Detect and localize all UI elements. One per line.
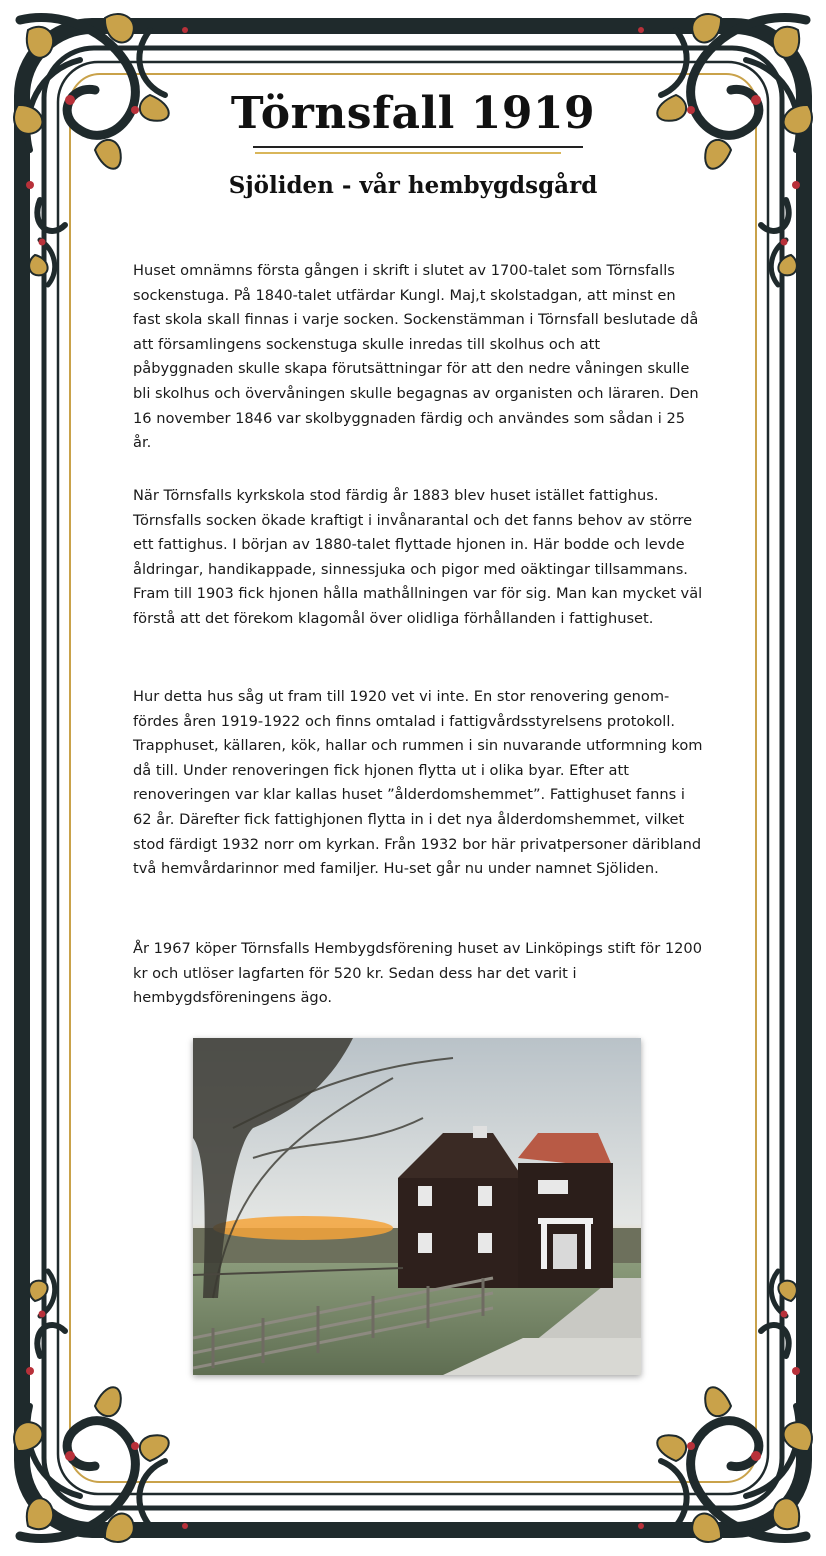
page-title: Törnsfall 1919 [230,88,596,139]
paragraph-text: År 1967 köper Törnsfalls Hembygdsförening huset av Linköpings stift för 1200 kr och utlöser lagfarten för 520 kr. Sedan dess har det varit i hembygdsföreningens ägo. [133,940,702,1007]
paragraph-text: Huset omnämns första gången i skrift i slutet av 1700-talet som Törnsfalls sockenstuga. På 1840-talet utfärdar Kungl. Maj,t skolstadgan, att minst en fast skola skall finnas i varje socken. Sockenstämman i Törnsfall beslutade då att församlingens sockenstuga skulle inredas till skolhus och att påbyggnaden skulle skapa förutsättningar för att den nedre våningen skulle bli skolhus och övervåningen skulle begagnas av organisten och läraren. Den 16 november 1846 var skolbyggnaden färdig och användes som sådan i 25 år. [133,262,699,452]
title-underline [253,146,583,148]
corner-ornament [14,14,188,285]
paragraph-4 [133,937,705,1011]
page-subtitle: Sjöliden - vår hembygdsgård [228,172,598,199]
paragraph-2 [133,484,705,632]
paragraph-text: När Törnsfalls kyrkskola stod färdig år 1883 blev huset istället fattighus. Törnsfalls socken ökade kraftigt i invånarantal och det fanns behov av större ett fattighus. I början av 1880-talet flyttade hjonen in. Här bodde och levde åldringar, handikappade, sinnessjuka och pigor med oäktingar tillsammans. Fram till 1903 fick hjonen hålla mathållningen var för sig. Man kan mycket väl förstå att det förekom klagomål över olidliga förhållanden i fattighuset. [133,487,703,627]
title-underline-gold [255,152,561,154]
house-photo [193,1038,641,1375]
paragraph-3 [133,685,705,882]
paragraph-text: Hur detta hus såg ut fram till 1920 vet vi inte. En stor renovering genom-fördes åren 1919-1922 och finns omtalad i fattigvårdsstyrelsens protokoll. Trapphuset, källaren, kök, hallar och rummen i sin nuvarande utformning kom då till. Under renoveringen fick hjonen flytta ut i olika byar. Efter att renoveringen var klar kallas huset ”ålderdomshemmet”. Fattighuset fanns i 62 år. Därefter fick fattighjonen flytta in i det nya ålderdomshemmet, vilket stod färdigt 1932 norr om kyrkan. Från 1932 bor här privatpersoner däribland två hemvårdarinnor med familjer. Hu-set går nu under namnet Sjöliden. [133,688,703,878]
paragraph-1 [133,259,705,456]
